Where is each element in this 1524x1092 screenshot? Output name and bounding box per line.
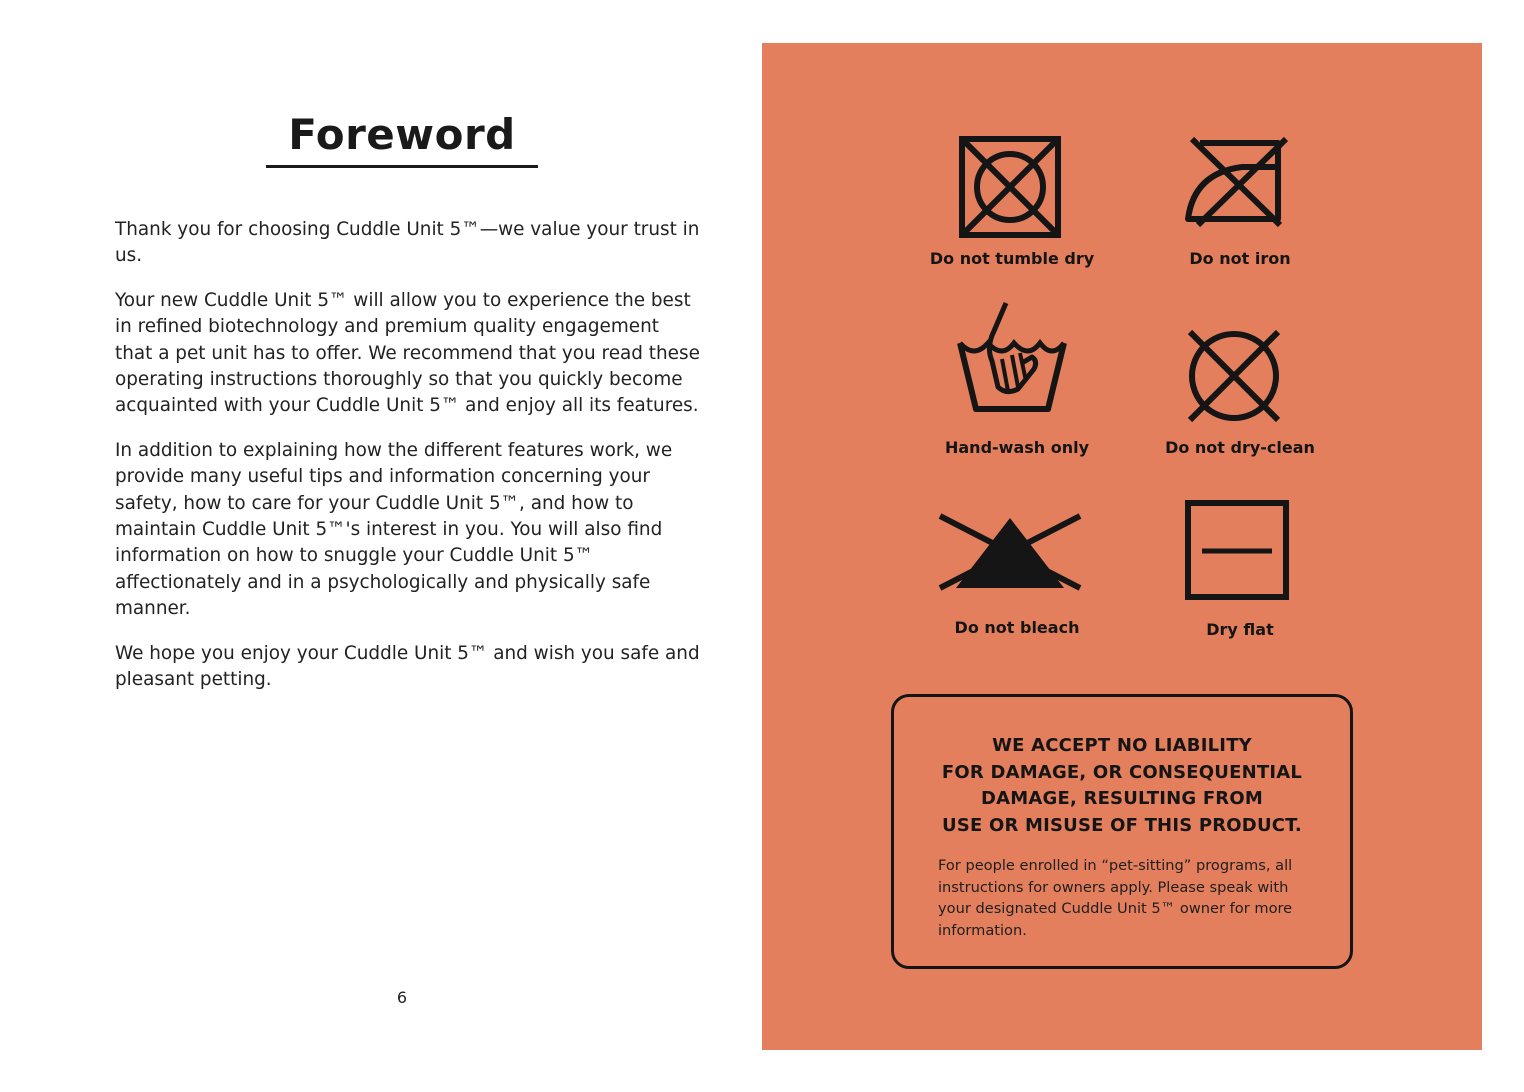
page-title: Foreword	[288, 110, 516, 159]
do-not-bleach-icon	[936, 510, 1084, 594]
paragraph: Your new Cuddle Unit 5™ will allow you to experience the best in refined biotechnology and premium quality engagement that a pet unit has to offer. We recommend that you read these operating instructions thoroughly so that you quickly become acquainted with your Cuddle Unit 5™ and enjoy all its features.	[115, 289, 700, 417]
do-not-iron-icon	[1182, 133, 1294, 233]
do-not-dry-clean-icon	[1184, 326, 1284, 426]
symbol-label: Do not iron	[1189, 249, 1291, 268]
liability-notice	[891, 694, 1353, 969]
symbol-label: Do not tumble dry	[929, 249, 1095, 268]
dry-flat-icon	[1184, 499, 1290, 601]
symbol-label: Do not dry-clean	[1165, 438, 1315, 457]
care-symbols-page	[762, 43, 1482, 1050]
foreword-body	[115, 217, 700, 712]
symbol-label: Dry flat	[1206, 620, 1274, 639]
page-number: 6	[396, 988, 408, 1007]
symbol-label: Do not bleach	[954, 618, 1080, 637]
paragraph: Thank you for choosing Cuddle Unit 5™—we value your trust in us.	[115, 219, 700, 267]
hand-wash-icon	[956, 299, 1068, 415]
liability-note: For people enrolled in “pet-sitting” programs, all instructions for owners apply. Please speak with your designated Cuddle Unit 5™ owner for more information.	[938, 857, 1293, 939]
paragraph: In addition to explaining how the different features work, we provide many useful tips and information concerning your safety, how to care for your Cuddle Unit 5™, and how to maintain Cuddle Unit 5™'s interest in you. You will also find information on how to snuggle your Cuddle Unit 5™ affectionately and in a psychologically and physically safe manner.	[115, 439, 673, 620]
symbol-label: Hand-wash only	[944, 438, 1090, 457]
liability-heading: WE ACCEPT NO LIABILITY FOR DAMAGE, OR CONSEQUENTIAL DAMAGE, RESULTING FROM USE OR MISUSE OF THIS PRODUCT.	[941, 735, 1303, 836]
title-underline	[266, 165, 538, 168]
paragraph: We hope you enjoy your Cuddle Unit 5™ and wish you safe and pleasant petting.	[115, 642, 700, 691]
do-not-tumble-dry-icon	[958, 135, 1062, 239]
